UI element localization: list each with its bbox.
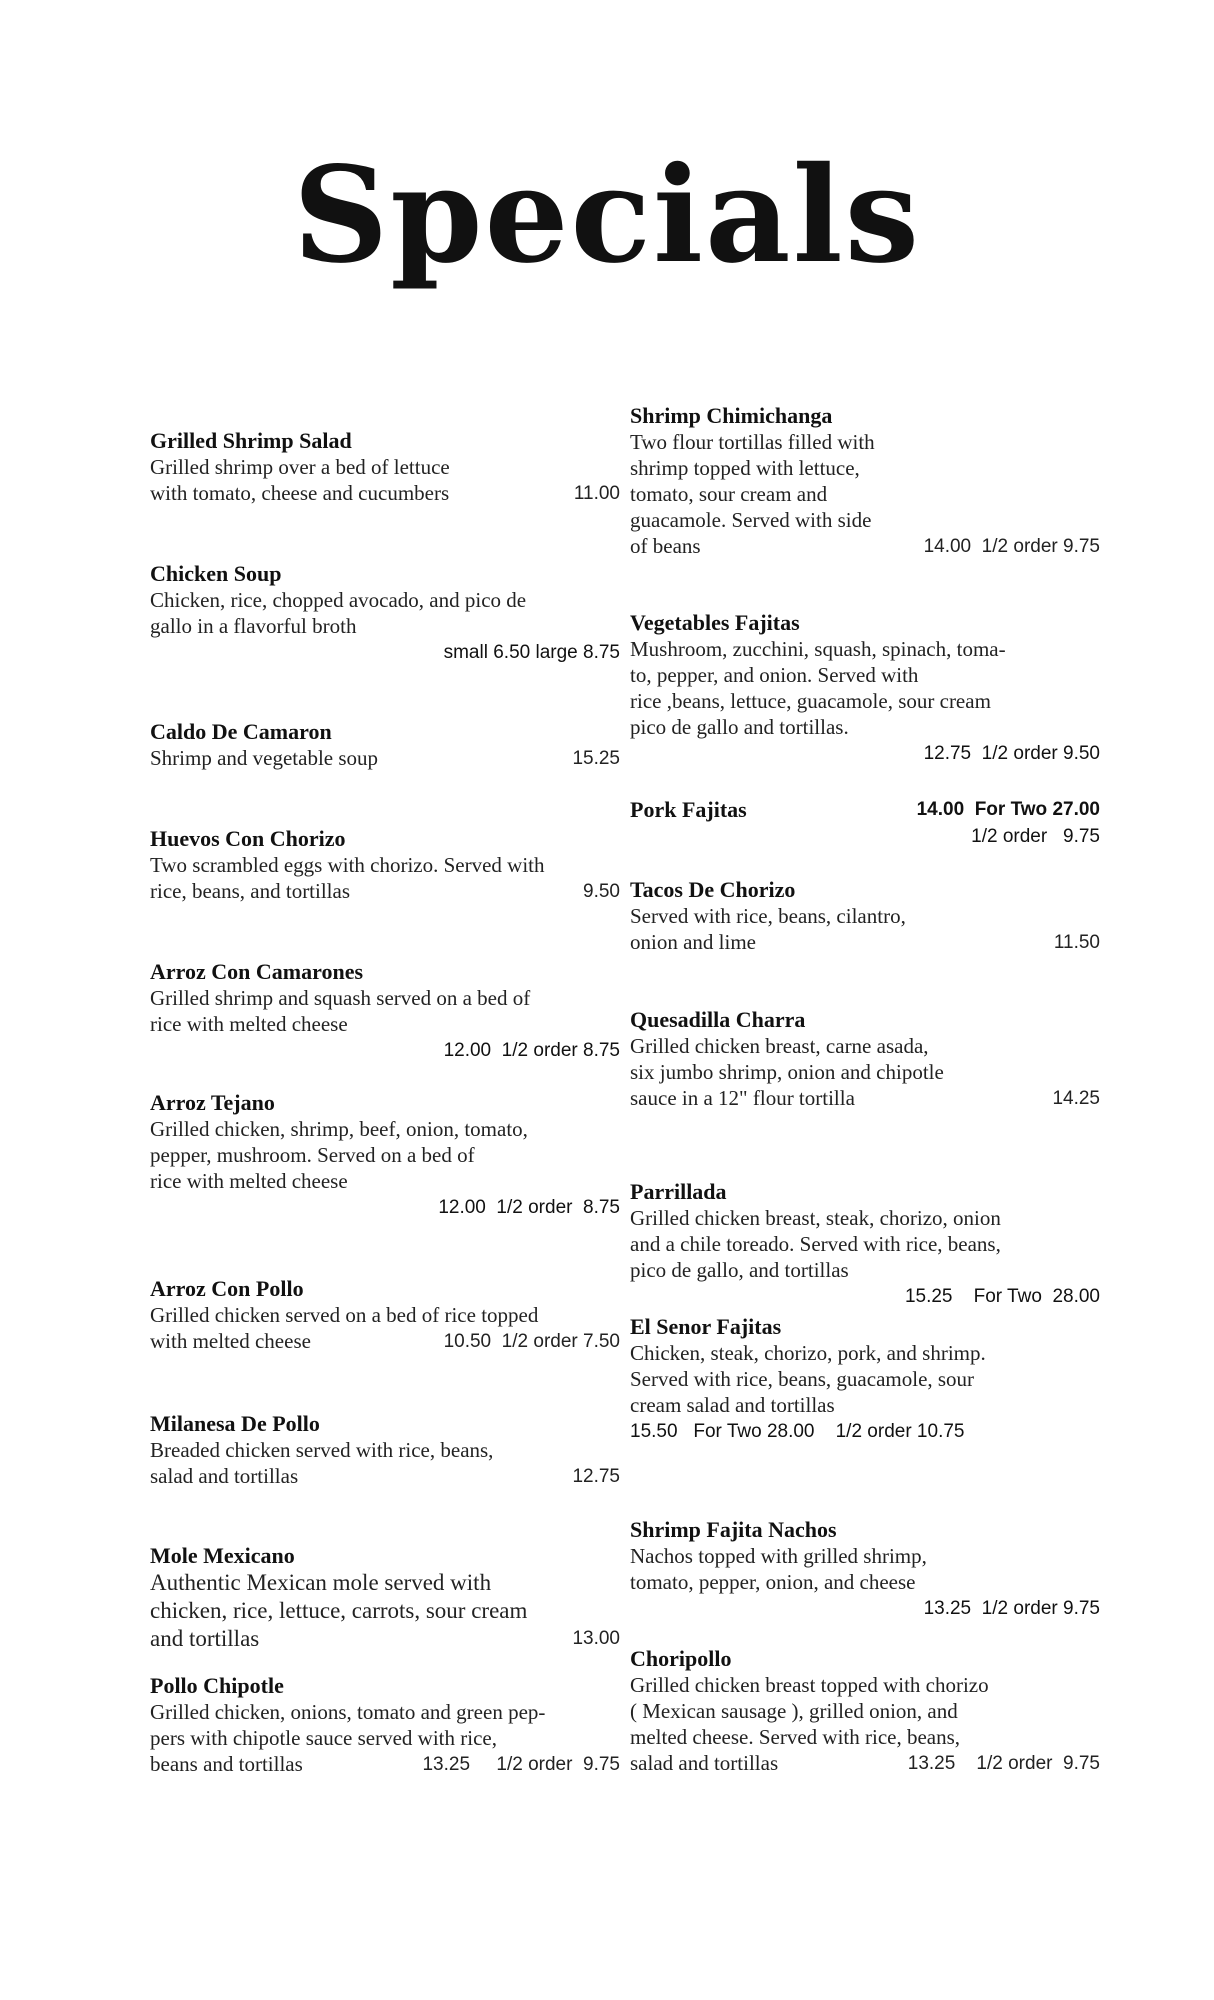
menu-item-description bbox=[150, 985, 620, 1037]
menu-item bbox=[630, 1516, 1100, 1622]
menu-item-description bbox=[630, 429, 1100, 559]
description-line: tomato, pepper, onion, and cheese bbox=[630, 1570, 916, 1594]
description-line: Grilled chicken breast, carne asada, bbox=[630, 1034, 929, 1058]
menu-item-price: small 6.50 large 8.75 bbox=[443, 642, 620, 663]
menu-item-price: 11.00 bbox=[573, 483, 620, 504]
menu-item bbox=[630, 796, 1100, 850]
description-line: Two flour tortillas filled with bbox=[630, 430, 875, 454]
menu-item-price-extra: 1/2 order 9.75 bbox=[971, 826, 1100, 847]
description-line: Grilled shrimp over a bed of lettuce bbox=[150, 455, 450, 479]
description-line: with tomato, cheese and cucumbers bbox=[150, 481, 450, 505]
menu-item bbox=[150, 1275, 620, 1354]
description-line: sauce in a 12" flour tortilla bbox=[630, 1086, 855, 1110]
menu-item bbox=[150, 718, 620, 771]
menu-item-price: 9.50 bbox=[583, 881, 620, 902]
description-line: pers with chipotle sauce served with rice, bbox=[150, 1726, 497, 1750]
menu-item-name: Pollo Chipotle bbox=[150, 1673, 284, 1698]
menu-item bbox=[150, 958, 620, 1064]
menu-item bbox=[150, 427, 620, 506]
menu-item bbox=[150, 825, 620, 904]
menu-item-description bbox=[630, 1672, 1100, 1776]
menu-item-description bbox=[150, 745, 620, 771]
description-line: tomato, sour cream and bbox=[630, 482, 828, 506]
description-line: Nachos topped with grilled shrimp, bbox=[630, 1544, 927, 1568]
description-line: Grilled chicken, shrimp, beef, onion, tomato, bbox=[150, 1117, 528, 1141]
menu-item-description bbox=[630, 636, 1100, 740]
description-line: chicken, rice, lettuce, carrots, sour cream bbox=[150, 1598, 528, 1623]
menu-item bbox=[630, 876, 1100, 955]
menu-item bbox=[630, 1006, 1100, 1111]
description-line: guacamole. Served with side bbox=[630, 508, 872, 532]
menu-item-name: Caldo De Camaron bbox=[150, 719, 332, 744]
menu-item-name: Arroz Con Camarones bbox=[150, 959, 364, 984]
description-line: Chicken, steak, chorizo, pork, and shrimp. bbox=[630, 1341, 986, 1365]
description-line: Grilled chicken breast topped with chorizo bbox=[630, 1673, 989, 1697]
menu-item-description bbox=[630, 903, 1100, 955]
menu-item-price: 12.00 1/2 order 8.75 bbox=[438, 1197, 620, 1218]
menu-item-price: 15.50 For Two 28.00 1/2 order 10.75 bbox=[630, 1421, 965, 1442]
menu-item-name: Milanesa De Pollo bbox=[150, 1411, 320, 1436]
menu-item-price: 12.75 bbox=[572, 1466, 620, 1487]
page-title: Specials bbox=[292, 138, 922, 293]
menu-item-name: Grilled Shrimp Salad bbox=[150, 428, 352, 453]
menu-item bbox=[150, 1089, 620, 1221]
menu-item-name: Choripollo bbox=[630, 1646, 732, 1671]
description-line: Grilled chicken breast, steak, chorizo, onion bbox=[630, 1206, 1001, 1230]
menu-item bbox=[150, 1542, 620, 1653]
description-line: to, pepper, and onion. Served with bbox=[630, 663, 919, 687]
description-line: Authentic Mexican mole served with bbox=[150, 1570, 492, 1595]
menu-item-description bbox=[630, 1205, 1100, 1283]
menu-item-name: El Senor Fajitas bbox=[630, 1314, 782, 1339]
menu-item-description bbox=[150, 1569, 620, 1653]
menu-item-name: Arroz Tejano bbox=[150, 1090, 275, 1115]
menu-item-description bbox=[150, 1116, 620, 1194]
description-line: Served with rice, beans, guacamole, sour bbox=[630, 1367, 975, 1391]
menu-item bbox=[630, 1178, 1100, 1310]
menu-item-name: Parrillada bbox=[630, 1179, 727, 1204]
description-line: rice, beans, and tortillas bbox=[150, 879, 351, 903]
description-line: Chicken, rice, chopped avocado, and pico de bbox=[150, 588, 527, 612]
menu-item-description bbox=[150, 454, 620, 506]
menu-item-name: Quesadilla Charra bbox=[630, 1007, 806, 1032]
description-line: Shrimp and vegetable soup bbox=[150, 746, 379, 770]
menu-item-price: 13.00 bbox=[572, 1628, 620, 1649]
description-line: pepper, mushroom. Served on a bed of bbox=[150, 1143, 475, 1167]
description-line: gallo in a flavorful broth bbox=[150, 614, 357, 638]
description-line: rice with melted cheese bbox=[150, 1169, 348, 1193]
menu-item-name: Huevos Con Chorizo bbox=[150, 826, 346, 851]
menu-item bbox=[630, 1313, 1100, 1445]
description-line: Mushroom, zucchini, squash, spinach, toma- bbox=[630, 637, 1006, 661]
menu-item-name: Vegetables Fajitas bbox=[630, 610, 800, 635]
menu-item-description bbox=[630, 1543, 1100, 1595]
menu-item-price: 15.25 bbox=[572, 748, 620, 769]
menu-item-name: Tacos De Chorizo bbox=[630, 877, 796, 902]
menu-item-price: 12.75 1/2 order 9.50 bbox=[923, 743, 1100, 764]
description-line: rice ,beans, lettuce, guacamole, sour cream bbox=[630, 689, 991, 713]
menu-item bbox=[630, 1645, 1100, 1776]
menu-item-description bbox=[150, 1699, 620, 1777]
menu-item-description bbox=[150, 587, 620, 639]
menu-item-price: 15.25 For Two 28.00 bbox=[904, 1286, 1100, 1307]
menu-item bbox=[630, 402, 1100, 559]
menu-item bbox=[150, 1672, 620, 1777]
menu-item-price: 14.00 1/2 order 9.75 bbox=[923, 536, 1100, 557]
menu-item-price: 13.25 1/2 order 9.75 bbox=[907, 1753, 1100, 1774]
menu-item-description bbox=[150, 1302, 620, 1354]
description-line: rice with melted cheese bbox=[150, 1012, 348, 1036]
description-line: onion and lime bbox=[630, 930, 756, 954]
description-line: of beans bbox=[630, 534, 701, 558]
menu-item-price: 11.50 bbox=[1053, 932, 1100, 953]
description-line: salad and tortillas bbox=[630, 1751, 779, 1775]
description-line: and a chile toreado. Served with rice, beans, bbox=[630, 1232, 1001, 1256]
menu-item-name: Mole Mexicano bbox=[150, 1543, 295, 1568]
menu-item bbox=[150, 1410, 620, 1489]
description-line: Two scrambled eggs with chorizo. Served with bbox=[150, 853, 545, 877]
menu-item bbox=[150, 560, 620, 666]
menu-item-price: 13.25 1/2 order 9.75 bbox=[923, 1598, 1100, 1619]
menu-item-description bbox=[150, 1437, 620, 1489]
description-line: pico de gallo, and tortillas bbox=[630, 1258, 849, 1282]
menu-item-price: 13.25 1/2 order 9.75 bbox=[422, 1754, 620, 1775]
description-line: salad and tortillas bbox=[150, 1464, 299, 1488]
description-line: Breaded chicken served with rice, beans, bbox=[150, 1438, 494, 1462]
menu-item-description bbox=[630, 1340, 1100, 1418]
menu-item bbox=[630, 609, 1100, 767]
description-line: cream salad and tortillas bbox=[630, 1393, 835, 1417]
menu-item-description bbox=[630, 1033, 1100, 1111]
description-line: pico de gallo and tortillas. bbox=[630, 715, 849, 739]
menu-item-description bbox=[150, 852, 620, 904]
menu-item-price: 12.00 1/2 order 8.75 bbox=[443, 1040, 620, 1061]
description-line: and tortillas bbox=[150, 1626, 260, 1651]
menu-item-name: Chicken Soup bbox=[150, 561, 282, 586]
description-line: Grilled chicken, onions, tomato and green pep- bbox=[150, 1700, 546, 1724]
description-line: ( Mexican sausage ), grilled onion, and bbox=[630, 1699, 958, 1723]
description-line: melted cheese. Served with rice, beans, bbox=[630, 1725, 961, 1749]
menu-item-price: 14.25 bbox=[1052, 1088, 1100, 1109]
description-line: shrimp topped with lettuce, bbox=[630, 456, 860, 480]
description-line: Served with rice, beans, cilantro, bbox=[630, 904, 906, 928]
menu-item-name: Shrimp Fajita Nachos bbox=[630, 1517, 837, 1542]
menu-item-name: Arroz Con Pollo bbox=[150, 1276, 304, 1301]
description-line: Grilled shrimp and squash served on a bed of bbox=[150, 986, 531, 1010]
description-line: six jumbo shrimp, onion and chipotle bbox=[630, 1060, 944, 1084]
description-line: Grilled chicken served on a bed of rice topped bbox=[150, 1303, 539, 1327]
menu-item-price: 14.00 For Two 27.00 bbox=[916, 799, 1100, 820]
menu-item-name: Pork Fajitas 14.00 For Two 27.00 bbox=[630, 797, 1100, 822]
description-line: with melted cheese bbox=[150, 1329, 311, 1353]
menu-item-price: 10.50 1/2 order 7.50 bbox=[443, 1331, 620, 1352]
menu-item-name: Shrimp Chimichanga bbox=[630, 403, 833, 428]
description-line: beans and tortillas bbox=[150, 1752, 303, 1776]
